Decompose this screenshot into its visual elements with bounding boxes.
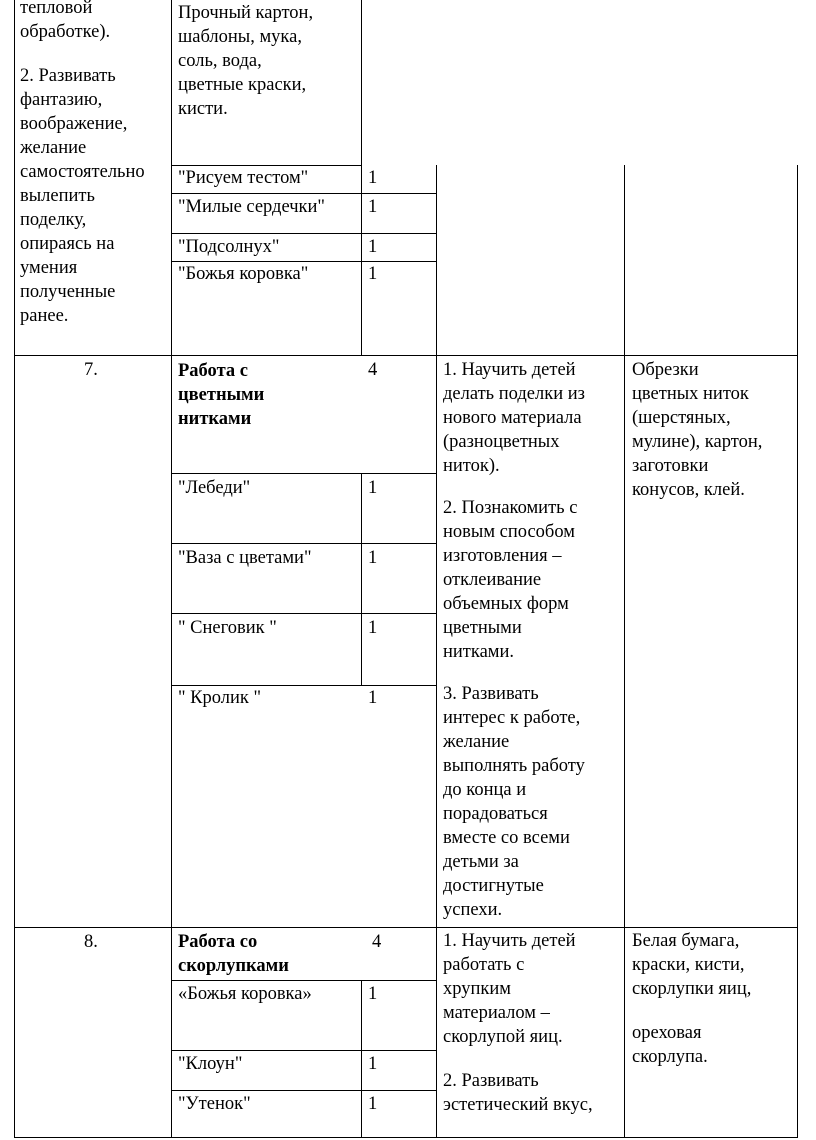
vline <box>14 0 15 1138</box>
hline <box>171 1090 436 1091</box>
lesson-hours: 1 <box>368 168 378 188</box>
top-materials-cell <box>178 1 313 121</box>
section-goals <box>443 929 593 1117</box>
lesson-title: "Клоун" <box>178 1054 243 1074</box>
hline <box>171 543 436 544</box>
goal-line <box>443 478 585 496</box>
goal-line: до конца и <box>443 780 527 800</box>
lesson-title: " Снеговик " <box>178 618 277 638</box>
goal-line: 2. Развивать <box>20 66 116 86</box>
hline <box>14 927 798 928</box>
goal-line: ранее. <box>20 306 69 326</box>
goal-line: нового материала <box>443 408 582 428</box>
materials-line: Белая бумага, <box>632 931 740 951</box>
section-title <box>178 359 264 431</box>
hline <box>171 193 436 194</box>
goal-line: эстетический вкус, <box>443 1095 593 1115</box>
lesson-hours: 1 <box>368 237 378 257</box>
goal-line: 2. Познакомить с <box>443 498 578 518</box>
lesson-title: "Подсолнух" <box>178 237 280 257</box>
section-title-line: нитками <box>178 409 252 429</box>
section-materials <box>632 929 751 1069</box>
goal-line: желание <box>20 138 87 158</box>
section-number: 8. <box>84 932 98 952</box>
goal-line: 3. Развивать <box>443 684 539 704</box>
goal-line: воображение, <box>20 114 128 134</box>
materials-line: соль, вода, <box>178 51 262 71</box>
hline <box>14 355 798 356</box>
goal-line <box>443 664 585 682</box>
goal-line: умения <box>20 258 78 278</box>
lesson-hours: 1 <box>368 197 378 217</box>
goal-line <box>20 44 145 64</box>
vline <box>797 165 798 1138</box>
goal-line: вылепить <box>20 186 95 206</box>
goal-line: 1. Научить детей <box>443 360 576 380</box>
goal-line: желание <box>443 732 510 752</box>
vline <box>361 980 362 1138</box>
goal-line: материалом – <box>443 1003 550 1023</box>
vline <box>171 0 172 1138</box>
goal-line: нитками. <box>443 642 515 662</box>
materials-line: цветные краски, <box>178 75 307 95</box>
lesson-title: " Кролик " <box>178 688 262 708</box>
goal-line: объемных форм <box>443 594 569 614</box>
hline <box>171 613 436 614</box>
materials-line: скорлупки яиц, <box>632 979 752 999</box>
materials-line <box>632 1001 751 1021</box>
hline <box>171 233 436 234</box>
vline <box>361 473 362 685</box>
materials-line: заготовки <box>632 456 709 476</box>
materials-line: мулине), картон, <box>632 432 763 452</box>
goal-line: делать поделки из <box>443 384 585 404</box>
section-hours: 4 <box>368 360 378 380</box>
vline <box>624 165 625 1138</box>
section-materials <box>632 358 762 502</box>
section-hours: 4 <box>372 932 382 952</box>
goal-line: изготовления – <box>443 546 562 566</box>
lesson-hours: 1 <box>368 984 378 1004</box>
goal-line: интерес к работе, <box>443 708 581 728</box>
goal-line: хрупким <box>443 979 512 999</box>
goal-line: (разноцветных <box>443 432 560 452</box>
top-goal-cell <box>20 0 145 328</box>
lesson-hours: 1 <box>368 1094 378 1114</box>
goal-line: работать с <box>443 955 525 975</box>
section-title-line: цветными <box>178 385 265 405</box>
goal-line: опираясь на <box>20 234 115 254</box>
goal-line: порадоваться <box>443 804 548 824</box>
lesson-title: «Божья коровка» <box>178 984 312 1004</box>
hline <box>171 473 436 474</box>
materials-line: ореховая <box>632 1023 702 1043</box>
goal-line: выполнять работу <box>443 756 585 776</box>
lesson-title: "Милые сердечки" <box>178 197 325 217</box>
vline <box>436 165 437 1138</box>
lesson-title: "Ваза с цветами" <box>178 548 312 568</box>
materials-line: шаблоны, мука, <box>178 27 302 47</box>
goal-line: фантазию, <box>20 90 103 110</box>
materials-line: краски, кисти, <box>632 955 745 975</box>
hline <box>171 1050 436 1051</box>
goal-line: новым способом <box>443 522 575 542</box>
section-title-line: скорлупками <box>178 956 289 976</box>
materials-line: конусов, клей. <box>632 480 745 500</box>
lesson-hours: 1 <box>368 478 378 498</box>
materials-line: Обрезки <box>632 360 699 380</box>
goal-line <box>443 1049 593 1069</box>
materials-line: кисти. <box>178 99 228 119</box>
goal-line: поделку, <box>20 210 87 230</box>
goal-line: скорлупой яиц. <box>443 1027 563 1047</box>
goal-line: обработке). <box>20 22 111 42</box>
goal-line: тепловой <box>20 0 93 18</box>
goal-line: 1. Научить детей <box>443 931 576 951</box>
goal-line: 2. Развивать <box>443 1071 539 1091</box>
lesson-hours: 1 <box>368 1054 378 1074</box>
lesson-hours: 1 <box>368 618 378 638</box>
lesson-hours: 1 <box>368 548 378 568</box>
vline <box>361 0 362 355</box>
goal-line: отклеивание <box>443 570 542 590</box>
lesson-hours: 1 <box>368 688 378 708</box>
materials-line: Прочный картон, <box>178 3 314 23</box>
hline <box>14 1137 798 1138</box>
section-goals <box>443 358 585 922</box>
lesson-title: "Божья коровка" <box>178 264 309 284</box>
section-number: 7. <box>84 360 98 380</box>
materials-line: (шерстяных, <box>632 408 731 428</box>
lesson-title: "Лебеди" <box>178 478 251 498</box>
goal-line: успехи. <box>443 900 503 920</box>
goal-line: вместе со всеми <box>443 828 570 848</box>
hline <box>171 980 436 981</box>
section-title <box>178 930 289 978</box>
materials-line: цветных ниток <box>632 384 749 404</box>
lesson-hours: 1 <box>368 264 378 284</box>
lesson-title: "Утенок" <box>178 1094 251 1114</box>
goal-line: самостоятельно <box>20 162 145 182</box>
section-title-line: Работа с <box>178 361 248 381</box>
materials-line: скорлупа. <box>632 1047 708 1067</box>
goal-line: полученные <box>20 282 116 302</box>
goal-line: цветными <box>443 618 522 638</box>
lesson-title: "Рисуем тестом" <box>178 168 309 188</box>
goal-line: ниток). <box>443 456 500 476</box>
goal-line: детьми за <box>443 852 519 872</box>
section-title-line: Работа со <box>178 932 258 952</box>
goal-line: достигнутые <box>443 876 544 896</box>
